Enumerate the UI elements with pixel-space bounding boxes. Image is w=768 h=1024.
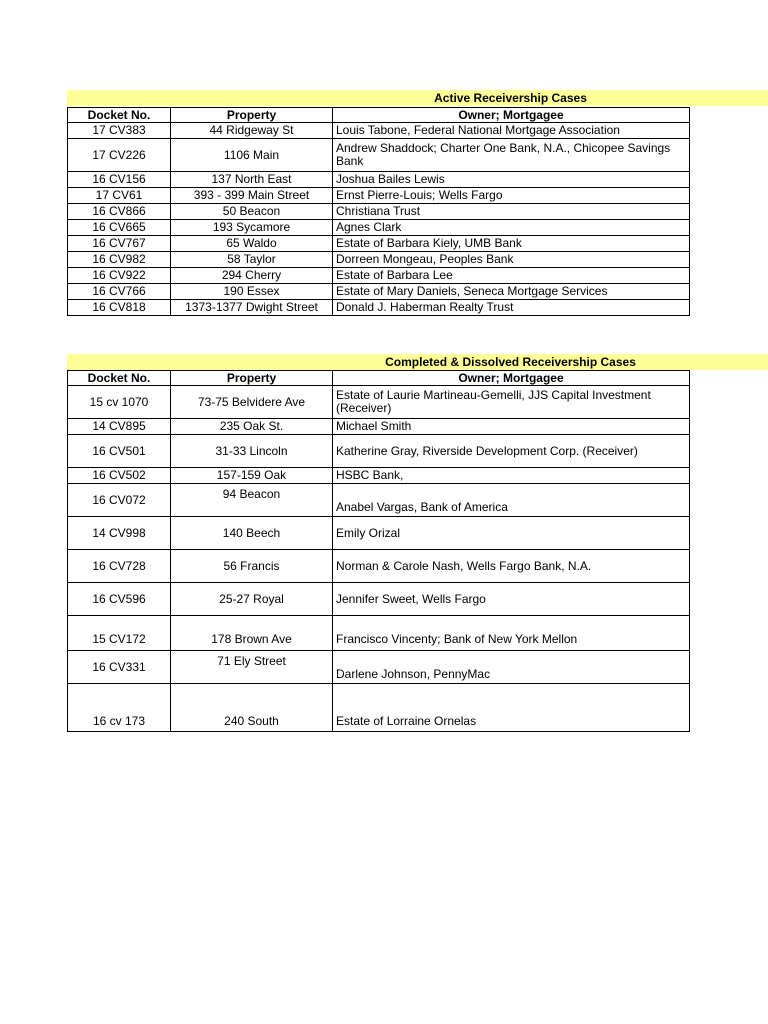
owner-cell: Darlene Johnson, PennyMac bbox=[333, 651, 690, 684]
header-property: Property bbox=[171, 371, 333, 386]
table-row bbox=[68, 616, 690, 651]
docket-cell: 16 CV728 bbox=[68, 550, 171, 583]
property-cell: 193 Sycamore bbox=[171, 220, 333, 236]
table-row bbox=[68, 300, 690, 316]
property-cell: 140 Beech bbox=[171, 517, 333, 550]
property-cell: 56 Francis bbox=[171, 550, 333, 583]
table-row bbox=[68, 236, 690, 252]
property-cell: 137 North East bbox=[171, 172, 333, 188]
owner-cell: Louis Tabone, Federal National Mortgage Association bbox=[333, 123, 690, 139]
table-row bbox=[68, 517, 690, 550]
property-cell: 393 - 399 Main Street bbox=[171, 188, 333, 204]
owner-cell: Donald J. Haberman Realty Trust bbox=[333, 300, 690, 316]
header-owner: Owner; Mortgagee bbox=[333, 371, 690, 386]
docket-cell: 16 CV767 bbox=[68, 236, 171, 252]
owner-cell: Agnes Clark bbox=[333, 220, 690, 236]
property-cell: 25-27 Royal bbox=[171, 583, 333, 616]
owner-cell: Joshua Bailes Lewis bbox=[333, 172, 690, 188]
docket-cell: 16 CV665 bbox=[68, 220, 171, 236]
table-row bbox=[68, 583, 690, 616]
docket-cell: 17 CV383 bbox=[68, 123, 171, 139]
docket-cell: 16 CV818 bbox=[68, 300, 171, 316]
header-owner: Owner; Mortgagee bbox=[333, 108, 690, 123]
docket-cell: 16 CV866 bbox=[68, 204, 171, 220]
table-row bbox=[68, 419, 690, 435]
table-row bbox=[68, 435, 690, 468]
owner-cell: Estate of Lorraine Ornelas bbox=[333, 684, 690, 732]
property-cell: 294 Cherry bbox=[171, 268, 333, 284]
docket-cell: 17 CV61 bbox=[68, 188, 171, 204]
docket-cell: 15 CV172 bbox=[68, 616, 171, 651]
table-row bbox=[68, 123, 690, 139]
owner-cell: HSBC Bank, bbox=[333, 468, 690, 484]
table-row bbox=[68, 172, 690, 188]
owner-cell: Ernst Pierre-Louis; Wells Fargo bbox=[333, 188, 690, 204]
owner-cell: Estate of Barbara Lee bbox=[333, 268, 690, 284]
header-docket: Docket No. bbox=[68, 371, 171, 386]
owner-cell: Estate of Mary Daniels, Seneca Mortgage Services bbox=[333, 284, 690, 300]
table-row bbox=[68, 651, 690, 684]
owner-cell: Dorreen Mongeau, Peoples Bank bbox=[333, 252, 690, 268]
docket-cell: 14 CV998 bbox=[68, 517, 171, 550]
property-cell: 73-75 Belvidere Ave bbox=[171, 386, 333, 419]
owner-cell: Andrew Shaddock; Charter One Bank, N.A., Chicopee Savings Bank bbox=[333, 139, 690, 172]
property-cell: 31-33 Lincoln bbox=[171, 435, 333, 468]
docket-cell: 16 CV072 bbox=[68, 484, 171, 517]
property-cell: 58 Taylor bbox=[171, 252, 333, 268]
property-cell: 65 Waldo bbox=[171, 236, 333, 252]
property-cell: 157-159 Oak bbox=[171, 468, 333, 484]
owner-cell: Emily Orizal bbox=[333, 517, 690, 550]
property-cell: 50 Beacon bbox=[171, 204, 333, 220]
table-row bbox=[68, 204, 690, 220]
table-row bbox=[68, 139, 690, 172]
docket-cell: 14 CV895 bbox=[68, 419, 171, 435]
header-docket: Docket No. bbox=[68, 108, 171, 123]
owner-cell: Katherine Gray, Riverside Development Corp. (Receiver) bbox=[333, 435, 690, 468]
table-row bbox=[68, 468, 690, 484]
property-cell: 94 Beacon bbox=[171, 484, 333, 517]
table-header-row bbox=[68, 371, 690, 386]
docket-cell: 16 CV596 bbox=[68, 583, 171, 616]
property-cell: 190 Essex bbox=[171, 284, 333, 300]
active-title: Active Receivership Cases bbox=[434, 91, 587, 105]
table-row bbox=[68, 284, 690, 300]
property-cell: 1373-1377 Dwight Street bbox=[171, 300, 333, 316]
table-row bbox=[68, 268, 690, 284]
property-cell: 240 South bbox=[171, 684, 333, 732]
active-cases-table bbox=[67, 107, 690, 316]
owner-cell: Estate of Laurie Martineau-Gemelli, JJS Capital Investment (Receiver) bbox=[333, 386, 690, 419]
property-cell: 71 Ely Street bbox=[171, 651, 333, 684]
docket-cell: 15 cv 1070 bbox=[68, 386, 171, 419]
property-cell: 178 Brown Ave bbox=[171, 616, 333, 651]
docket-cell: 16 CV982 bbox=[68, 252, 171, 268]
property-cell: 1106 Main bbox=[171, 139, 333, 172]
table-row bbox=[68, 188, 690, 204]
property-cell: 44 Ridgeway St bbox=[171, 123, 333, 139]
docket-cell: 17 CV226 bbox=[68, 139, 171, 172]
owner-cell: Anabel Vargas, Bank of America bbox=[333, 484, 690, 517]
table-header-row bbox=[68, 108, 690, 123]
header-property: Property bbox=[171, 108, 333, 123]
docket-cell: 16 CV331 bbox=[68, 651, 171, 684]
docket-cell: 16 CV922 bbox=[68, 268, 171, 284]
owner-cell: Michael Smith bbox=[333, 419, 690, 435]
docket-cell: 16 CV766 bbox=[68, 284, 171, 300]
owner-cell: Christiana Trust bbox=[333, 204, 690, 220]
table-row bbox=[68, 252, 690, 268]
owner-cell: Jennifer Sweet, Wells Fargo bbox=[333, 583, 690, 616]
table-row bbox=[68, 684, 690, 732]
table-row bbox=[68, 550, 690, 583]
table-row bbox=[68, 484, 690, 517]
table-row bbox=[68, 386, 690, 419]
table-row bbox=[68, 220, 690, 236]
docket-cell: 16 CV502 bbox=[68, 468, 171, 484]
docket-cell: 16 CV156 bbox=[68, 172, 171, 188]
docket-cell: 16 CV501 bbox=[68, 435, 171, 468]
property-cell: 235 Oak St. bbox=[171, 419, 333, 435]
owner-cell: Francisco Vincenty; Bank of New York Mellon bbox=[333, 616, 690, 651]
owner-cell: Estate of Barbara Kiely, UMB Bank bbox=[333, 236, 690, 252]
docket-cell: 16 cv 173 bbox=[68, 684, 171, 732]
completed-cases-table bbox=[67, 370, 690, 732]
owner-cell: Norman & Carole Nash, Wells Fargo Bank, N.A. bbox=[333, 550, 690, 583]
completed-title: Completed & Dissolved Receivership Cases bbox=[385, 355, 636, 369]
